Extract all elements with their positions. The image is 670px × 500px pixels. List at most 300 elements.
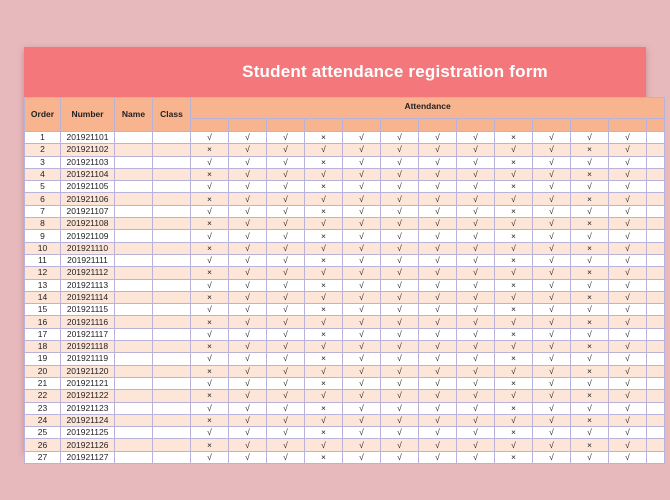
- attendance-mark-cell[interactable]: √: [343, 427, 381, 439]
- attendance-mark-cell[interactable]: √: [457, 193, 495, 205]
- attendance-mark-cell[interactable]: √: [305, 390, 343, 402]
- attendance-mark-cell[interactable]: ×: [495, 353, 533, 365]
- attendance-mark-cell[interactable]: √: [571, 254, 609, 266]
- name-cell[interactable]: [115, 304, 153, 316]
- attendance-mark-cell[interactable]: ×: [571, 291, 609, 303]
- attendance-mark-cell[interactable]: √: [191, 254, 229, 266]
- attendance-mark-cell[interactable]: √: [267, 254, 305, 266]
- attendance-mark-cell[interactable]: √: [267, 156, 305, 168]
- name-cell[interactable]: [115, 168, 153, 180]
- attendance-mark-cell[interactable]: ×: [495, 304, 533, 316]
- attendance-mark-cell[interactable]: ×: [305, 181, 343, 193]
- attendance-mark-cell[interactable]: √: [381, 291, 419, 303]
- attendance-mark-cell[interactable]: √: [191, 181, 229, 193]
- attendance-mark-cell[interactable]: √: [267, 267, 305, 279]
- name-cell[interactable]: [115, 365, 153, 377]
- attendance-mark-cell[interactable]: √: [609, 291, 647, 303]
- attendance-mark-cell[interactable]: √: [381, 168, 419, 180]
- number-cell[interactable]: 201921123: [61, 402, 115, 414]
- attendance-mark-cell[interactable]: √: [495, 168, 533, 180]
- number-cell[interactable]: 201921105: [61, 181, 115, 193]
- number-cell[interactable]: 201921113: [61, 279, 115, 291]
- attendance-mark-cell[interactable]: √: [229, 304, 267, 316]
- attendance-mark-cell[interactable]: √: [305, 267, 343, 279]
- attendance-mark-cell[interactable]: √: [229, 439, 267, 451]
- attendance-mark-cell[interactable]: √: [609, 328, 647, 340]
- order-cell[interactable]: 13: [25, 279, 61, 291]
- attendance-overflow-cell[interactable]: [647, 328, 665, 340]
- class-cell[interactable]: [153, 414, 191, 426]
- attendance-mark-cell[interactable]: √: [533, 316, 571, 328]
- attendance-mark-cell[interactable]: √: [381, 279, 419, 291]
- attendance-mark-cell[interactable]: √: [533, 365, 571, 377]
- order-cell[interactable]: 7: [25, 205, 61, 217]
- attendance-mark-cell[interactable]: √: [495, 144, 533, 156]
- attendance-mark-cell[interactable]: ×: [305, 353, 343, 365]
- attendance-mark-cell[interactable]: √: [609, 242, 647, 254]
- attendance-mark-cell[interactable]: √: [343, 328, 381, 340]
- attendance-mark-cell[interactable]: ×: [571, 168, 609, 180]
- attendance-mark-cell[interactable]: √: [229, 390, 267, 402]
- attendance-mark-cell[interactable]: √: [343, 168, 381, 180]
- attendance-mark-cell[interactable]: √: [457, 242, 495, 254]
- attendance-mark-cell[interactable]: √: [229, 132, 267, 144]
- attendance-mark-cell[interactable]: √: [571, 402, 609, 414]
- attendance-mark-cell[interactable]: √: [495, 365, 533, 377]
- attendance-mark-cell[interactable]: √: [229, 341, 267, 353]
- name-cell[interactable]: [115, 402, 153, 414]
- attendance-mark-cell[interactable]: √: [609, 132, 647, 144]
- attendance-mark-cell[interactable]: ×: [305, 254, 343, 266]
- attendance-mark-cell[interactable]: √: [343, 390, 381, 402]
- attendance-overflow-cell[interactable]: [647, 451, 665, 463]
- order-cell[interactable]: 9: [25, 230, 61, 242]
- number-cell[interactable]: 201921107: [61, 205, 115, 217]
- attendance-mark-cell[interactable]: √: [267, 291, 305, 303]
- attendance-overflow-cell[interactable]: [647, 230, 665, 242]
- name-cell[interactable]: [115, 205, 153, 217]
- class-cell[interactable]: [153, 144, 191, 156]
- attendance-overflow-cell[interactable]: [647, 439, 665, 451]
- attendance-mark-cell[interactable]: √: [419, 451, 457, 463]
- attendance-mark-cell[interactable]: √: [419, 316, 457, 328]
- attendance-mark-cell[interactable]: √: [533, 377, 571, 389]
- attendance-mark-cell[interactable]: √: [609, 341, 647, 353]
- attendance-mark-cell[interactable]: ×: [305, 304, 343, 316]
- attendance-mark-cell[interactable]: ×: [495, 230, 533, 242]
- attendance-overflow-cell[interactable]: [647, 427, 665, 439]
- attendance-mark-cell[interactable]: √: [267, 328, 305, 340]
- attendance-mark-cell[interactable]: √: [229, 451, 267, 463]
- attendance-mark-cell[interactable]: √: [229, 254, 267, 266]
- attendance-mark-cell[interactable]: √: [267, 341, 305, 353]
- attendance-mark-cell[interactable]: √: [457, 451, 495, 463]
- attendance-mark-cell[interactable]: √: [457, 144, 495, 156]
- attendance-mark-cell[interactable]: √: [305, 218, 343, 230]
- attendance-mark-cell[interactable]: ×: [191, 390, 229, 402]
- attendance-overflow-cell[interactable]: [647, 414, 665, 426]
- attendance-mark-cell[interactable]: √: [343, 316, 381, 328]
- order-cell[interactable]: 8: [25, 218, 61, 230]
- attendance-mark-cell[interactable]: √: [571, 156, 609, 168]
- attendance-mark-cell[interactable]: √: [191, 205, 229, 217]
- attendance-mark-cell[interactable]: √: [457, 316, 495, 328]
- attendance-mark-cell[interactable]: √: [495, 390, 533, 402]
- attendance-overflow-cell[interactable]: [647, 341, 665, 353]
- class-cell[interactable]: [153, 218, 191, 230]
- attendance-mark-cell[interactable]: √: [571, 427, 609, 439]
- attendance-mark-cell[interactable]: √: [457, 291, 495, 303]
- attendance-mark-cell[interactable]: √: [533, 168, 571, 180]
- attendance-mark-cell[interactable]: √: [381, 267, 419, 279]
- attendance-overflow-cell[interactable]: [647, 291, 665, 303]
- name-cell[interactable]: [115, 427, 153, 439]
- attendance-mark-cell[interactable]: √: [229, 267, 267, 279]
- number-cell[interactable]: 201921118: [61, 341, 115, 353]
- attendance-mark-cell[interactable]: ×: [495, 279, 533, 291]
- attendance-mark-cell[interactable]: √: [609, 205, 647, 217]
- attendance-mark-cell[interactable]: √: [381, 205, 419, 217]
- attendance-mark-cell[interactable]: ×: [305, 132, 343, 144]
- number-cell[interactable]: 201921106: [61, 193, 115, 205]
- attendance-mark-cell[interactable]: √: [381, 132, 419, 144]
- attendance-mark-cell[interactable]: √: [533, 181, 571, 193]
- class-cell[interactable]: [153, 353, 191, 365]
- attendance-mark-cell[interactable]: √: [267, 451, 305, 463]
- attendance-mark-cell[interactable]: √: [343, 230, 381, 242]
- attendance-mark-cell[interactable]: √: [229, 328, 267, 340]
- attendance-mark-cell[interactable]: √: [229, 279, 267, 291]
- attendance-mark-cell[interactable]: √: [495, 341, 533, 353]
- attendance-mark-cell[interactable]: √: [229, 365, 267, 377]
- attendance-mark-cell[interactable]: √: [533, 402, 571, 414]
- attendance-mark-cell[interactable]: √: [343, 414, 381, 426]
- attendance-mark-cell[interactable]: √: [191, 304, 229, 316]
- attendance-mark-cell[interactable]: √: [609, 365, 647, 377]
- attendance-mark-cell[interactable]: √: [419, 414, 457, 426]
- attendance-mark-cell[interactable]: √: [609, 267, 647, 279]
- attendance-mark-cell[interactable]: ×: [495, 254, 533, 266]
- attendance-mark-cell[interactable]: √: [609, 402, 647, 414]
- order-cell[interactable]: 25: [25, 427, 61, 439]
- number-cell[interactable]: 201921126: [61, 439, 115, 451]
- attendance-mark-cell[interactable]: √: [533, 390, 571, 402]
- attendance-mark-cell[interactable]: √: [381, 230, 419, 242]
- attendance-mark-cell[interactable]: √: [457, 181, 495, 193]
- order-cell[interactable]: 23: [25, 402, 61, 414]
- class-cell[interactable]: [153, 377, 191, 389]
- attendance-mark-cell[interactable]: √: [191, 353, 229, 365]
- attendance-mark-cell[interactable]: √: [343, 156, 381, 168]
- name-cell[interactable]: [115, 353, 153, 365]
- order-cell[interactable]: 20: [25, 365, 61, 377]
- attendance-mark-cell[interactable]: √: [609, 279, 647, 291]
- attendance-mark-cell[interactable]: √: [381, 365, 419, 377]
- number-cell[interactable]: 201921104: [61, 168, 115, 180]
- attendance-mark-cell[interactable]: √: [229, 291, 267, 303]
- attendance-mark-cell[interactable]: √: [495, 242, 533, 254]
- attendance-mark-cell[interactable]: ×: [571, 316, 609, 328]
- class-cell[interactable]: [153, 205, 191, 217]
- attendance-mark-cell[interactable]: √: [533, 267, 571, 279]
- attendance-mark-cell[interactable]: √: [495, 267, 533, 279]
- order-cell[interactable]: 26: [25, 439, 61, 451]
- attendance-mark-cell[interactable]: √: [609, 316, 647, 328]
- attendance-mark-cell[interactable]: √: [343, 181, 381, 193]
- attendance-mark-cell[interactable]: √: [419, 341, 457, 353]
- attendance-overflow-cell[interactable]: [647, 365, 665, 377]
- attendance-mark-cell[interactable]: √: [609, 254, 647, 266]
- attendance-mark-cell[interactable]: √: [609, 353, 647, 365]
- attendance-mark-cell[interactable]: √: [229, 377, 267, 389]
- attendance-mark-cell[interactable]: √: [609, 230, 647, 242]
- attendance-overflow-cell[interactable]: [647, 353, 665, 365]
- attendance-mark-cell[interactable]: √: [343, 341, 381, 353]
- order-cell[interactable]: 2: [25, 144, 61, 156]
- attendance-mark-cell[interactable]: ×: [571, 218, 609, 230]
- attendance-overflow-cell[interactable]: [647, 254, 665, 266]
- attendance-mark-cell[interactable]: √: [457, 341, 495, 353]
- attendance-mark-cell[interactable]: √: [457, 402, 495, 414]
- attendance-mark-cell[interactable]: √: [381, 414, 419, 426]
- number-cell[interactable]: 201921109: [61, 230, 115, 242]
- attendance-mark-cell[interactable]: √: [419, 242, 457, 254]
- class-cell[interactable]: [153, 168, 191, 180]
- attendance-mark-cell[interactable]: ×: [191, 267, 229, 279]
- attendance-overflow-cell[interactable]: [647, 168, 665, 180]
- attendance-mark-cell[interactable]: √: [457, 156, 495, 168]
- attendance-mark-cell[interactable]: √: [381, 353, 419, 365]
- attendance-mark-cell[interactable]: √: [381, 427, 419, 439]
- attendance-mark-cell[interactable]: √: [457, 205, 495, 217]
- attendance-mark-cell[interactable]: ×: [571, 341, 609, 353]
- attendance-mark-cell[interactable]: √: [609, 390, 647, 402]
- order-cell[interactable]: 11: [25, 254, 61, 266]
- class-cell[interactable]: [153, 365, 191, 377]
- attendance-mark-cell[interactable]: ×: [571, 242, 609, 254]
- class-cell[interactable]: [153, 230, 191, 242]
- number-cell[interactable]: 201921110: [61, 242, 115, 254]
- attendance-mark-cell[interactable]: √: [457, 328, 495, 340]
- attendance-mark-cell[interactable]: √: [419, 304, 457, 316]
- attendance-mark-cell[interactable]: √: [457, 168, 495, 180]
- class-cell[interactable]: [153, 254, 191, 266]
- attendance-overflow-cell[interactable]: [647, 316, 665, 328]
- attendance-mark-cell[interactable]: √: [343, 132, 381, 144]
- attendance-mark-cell[interactable]: √: [381, 181, 419, 193]
- class-cell[interactable]: [153, 328, 191, 340]
- attendance-overflow-cell[interactable]: [647, 218, 665, 230]
- order-cell[interactable]: 3: [25, 156, 61, 168]
- attendance-overflow-cell[interactable]: [647, 390, 665, 402]
- attendance-mark-cell[interactable]: √: [305, 291, 343, 303]
- attendance-mark-cell[interactable]: √: [343, 193, 381, 205]
- attendance-mark-cell[interactable]: √: [229, 181, 267, 193]
- attendance-overflow-cell[interactable]: [647, 267, 665, 279]
- attendance-mark-cell[interactable]: √: [229, 427, 267, 439]
- order-cell[interactable]: 10: [25, 242, 61, 254]
- name-cell[interactable]: [115, 279, 153, 291]
- attendance-mark-cell[interactable]: √: [533, 218, 571, 230]
- attendance-mark-cell[interactable]: √: [419, 365, 457, 377]
- name-cell[interactable]: [115, 291, 153, 303]
- attendance-mark-cell[interactable]: √: [571, 279, 609, 291]
- attendance-mark-cell[interactable]: √: [267, 144, 305, 156]
- attendance-mark-cell[interactable]: √: [495, 439, 533, 451]
- attendance-mark-cell[interactable]: √: [571, 328, 609, 340]
- attendance-mark-cell[interactable]: √: [533, 451, 571, 463]
- number-cell[interactable]: 201921116: [61, 316, 115, 328]
- attendance-mark-cell[interactable]: √: [495, 316, 533, 328]
- attendance-mark-cell[interactable]: √: [229, 353, 267, 365]
- order-cell[interactable]: 21: [25, 377, 61, 389]
- class-cell[interactable]: [153, 132, 191, 144]
- attendance-mark-cell[interactable]: √: [191, 328, 229, 340]
- attendance-mark-cell[interactable]: √: [191, 279, 229, 291]
- attendance-mark-cell[interactable]: √: [533, 304, 571, 316]
- class-cell[interactable]: [153, 390, 191, 402]
- attendance-mark-cell[interactable]: √: [381, 341, 419, 353]
- attendance-mark-cell[interactable]: √: [381, 451, 419, 463]
- attendance-mark-cell[interactable]: √: [191, 451, 229, 463]
- attendance-overflow-cell[interactable]: [647, 132, 665, 144]
- order-cell[interactable]: 18: [25, 341, 61, 353]
- attendance-mark-cell[interactable]: ×: [305, 402, 343, 414]
- attendance-mark-cell[interactable]: ×: [191, 144, 229, 156]
- order-cell[interactable]: 24: [25, 414, 61, 426]
- class-cell[interactable]: [153, 156, 191, 168]
- attendance-mark-cell[interactable]: √: [457, 132, 495, 144]
- attendance-mark-cell[interactable]: ×: [191, 242, 229, 254]
- attendance-mark-cell[interactable]: √: [229, 168, 267, 180]
- attendance-mark-cell[interactable]: √: [381, 390, 419, 402]
- attendance-mark-cell[interactable]: ×: [191, 316, 229, 328]
- attendance-overflow-cell[interactable]: [647, 156, 665, 168]
- attendance-mark-cell[interactable]: √: [533, 156, 571, 168]
- attendance-mark-cell[interactable]: ×: [191, 439, 229, 451]
- attendance-mark-cell[interactable]: √: [229, 144, 267, 156]
- name-cell[interactable]: [115, 132, 153, 144]
- attendance-mark-cell[interactable]: √: [533, 132, 571, 144]
- attendance-mark-cell[interactable]: ×: [495, 427, 533, 439]
- name-cell[interactable]: [115, 181, 153, 193]
- attendance-mark-cell[interactable]: ×: [191, 341, 229, 353]
- order-cell[interactable]: 5: [25, 181, 61, 193]
- order-cell[interactable]: 27: [25, 451, 61, 463]
- order-cell[interactable]: 19: [25, 353, 61, 365]
- attendance-mark-cell[interactable]: √: [457, 279, 495, 291]
- attendance-mark-cell[interactable]: √: [343, 291, 381, 303]
- attendance-mark-cell[interactable]: √: [533, 414, 571, 426]
- attendance-mark-cell[interactable]: √: [267, 193, 305, 205]
- attendance-mark-cell[interactable]: √: [419, 291, 457, 303]
- attendance-mark-cell[interactable]: √: [267, 402, 305, 414]
- attendance-mark-cell[interactable]: √: [457, 218, 495, 230]
- attendance-mark-cell[interactable]: ×: [495, 156, 533, 168]
- attendance-mark-cell[interactable]: √: [533, 427, 571, 439]
- class-cell[interactable]: [153, 402, 191, 414]
- attendance-mark-cell[interactable]: ×: [305, 156, 343, 168]
- attendance-mark-cell[interactable]: √: [419, 328, 457, 340]
- order-cell[interactable]: 12: [25, 267, 61, 279]
- number-cell[interactable]: 201921117: [61, 328, 115, 340]
- attendance-mark-cell[interactable]: √: [533, 193, 571, 205]
- attendance-mark-cell[interactable]: √: [381, 402, 419, 414]
- attendance-mark-cell[interactable]: ×: [571, 414, 609, 426]
- attendance-mark-cell[interactable]: ×: [495, 451, 533, 463]
- attendance-mark-cell[interactable]: ×: [495, 132, 533, 144]
- attendance-mark-cell[interactable]: √: [419, 230, 457, 242]
- attendance-mark-cell[interactable]: √: [533, 353, 571, 365]
- attendance-mark-cell[interactable]: ×: [571, 365, 609, 377]
- name-cell[interactable]: [115, 451, 153, 463]
- attendance-overflow-cell[interactable]: [647, 402, 665, 414]
- name-cell[interactable]: [115, 156, 153, 168]
- attendance-mark-cell[interactable]: √: [381, 439, 419, 451]
- attendance-mark-cell[interactable]: √: [305, 316, 343, 328]
- attendance-overflow-cell[interactable]: [647, 304, 665, 316]
- attendance-mark-cell[interactable]: √: [305, 341, 343, 353]
- class-cell[interactable]: [153, 304, 191, 316]
- number-cell[interactable]: 201921115: [61, 304, 115, 316]
- order-cell[interactable]: 17: [25, 328, 61, 340]
- attendance-mark-cell[interactable]: √: [457, 353, 495, 365]
- attendance-mark-cell[interactable]: ×: [571, 390, 609, 402]
- attendance-mark-cell[interactable]: √: [419, 205, 457, 217]
- attendance-mark-cell[interactable]: √: [191, 156, 229, 168]
- number-cell[interactable]: 201921125: [61, 427, 115, 439]
- attendance-mark-cell[interactable]: √: [381, 377, 419, 389]
- attendance-mark-cell[interactable]: √: [419, 168, 457, 180]
- attendance-mark-cell[interactable]: √: [229, 242, 267, 254]
- number-cell[interactable]: 201921119: [61, 353, 115, 365]
- attendance-mark-cell[interactable]: √: [343, 254, 381, 266]
- attendance-mark-cell[interactable]: √: [533, 144, 571, 156]
- name-cell[interactable]: [115, 218, 153, 230]
- attendance-mark-cell[interactable]: √: [609, 218, 647, 230]
- name-cell[interactable]: [115, 193, 153, 205]
- attendance-mark-cell[interactable]: √: [457, 427, 495, 439]
- attendance-mark-cell[interactable]: √: [267, 168, 305, 180]
- attendance-mark-cell[interactable]: √: [267, 390, 305, 402]
- attendance-mark-cell[interactable]: √: [305, 439, 343, 451]
- attendance-mark-cell[interactable]: √: [495, 414, 533, 426]
- attendance-mark-cell[interactable]: √: [571, 304, 609, 316]
- number-cell[interactable]: 201921103: [61, 156, 115, 168]
- attendance-mark-cell[interactable]: √: [343, 402, 381, 414]
- attendance-mark-cell[interactable]: √: [609, 193, 647, 205]
- attendance-mark-cell[interactable]: ×: [305, 279, 343, 291]
- attendance-mark-cell[interactable]: ×: [571, 267, 609, 279]
- name-cell[interactable]: [115, 242, 153, 254]
- attendance-mark-cell[interactable]: √: [495, 218, 533, 230]
- attendance-mark-cell[interactable]: √: [419, 427, 457, 439]
- class-cell[interactable]: [153, 341, 191, 353]
- attendance-mark-cell[interactable]: √: [343, 451, 381, 463]
- attendance-mark-cell[interactable]: √: [267, 132, 305, 144]
- attendance-mark-cell[interactable]: √: [343, 353, 381, 365]
- attendance-mark-cell[interactable]: √: [609, 427, 647, 439]
- attendance-mark-cell[interactable]: √: [343, 365, 381, 377]
- order-cell[interactable]: 6: [25, 193, 61, 205]
- attendance-mark-cell[interactable]: √: [571, 132, 609, 144]
- attendance-overflow-cell[interactable]: [647, 193, 665, 205]
- attendance-mark-cell[interactable]: ×: [305, 451, 343, 463]
- attendance-mark-cell[interactable]: √: [343, 267, 381, 279]
- attendance-mark-cell[interactable]: √: [381, 242, 419, 254]
- attendance-mark-cell[interactable]: √: [419, 439, 457, 451]
- name-cell[interactable]: [115, 377, 153, 389]
